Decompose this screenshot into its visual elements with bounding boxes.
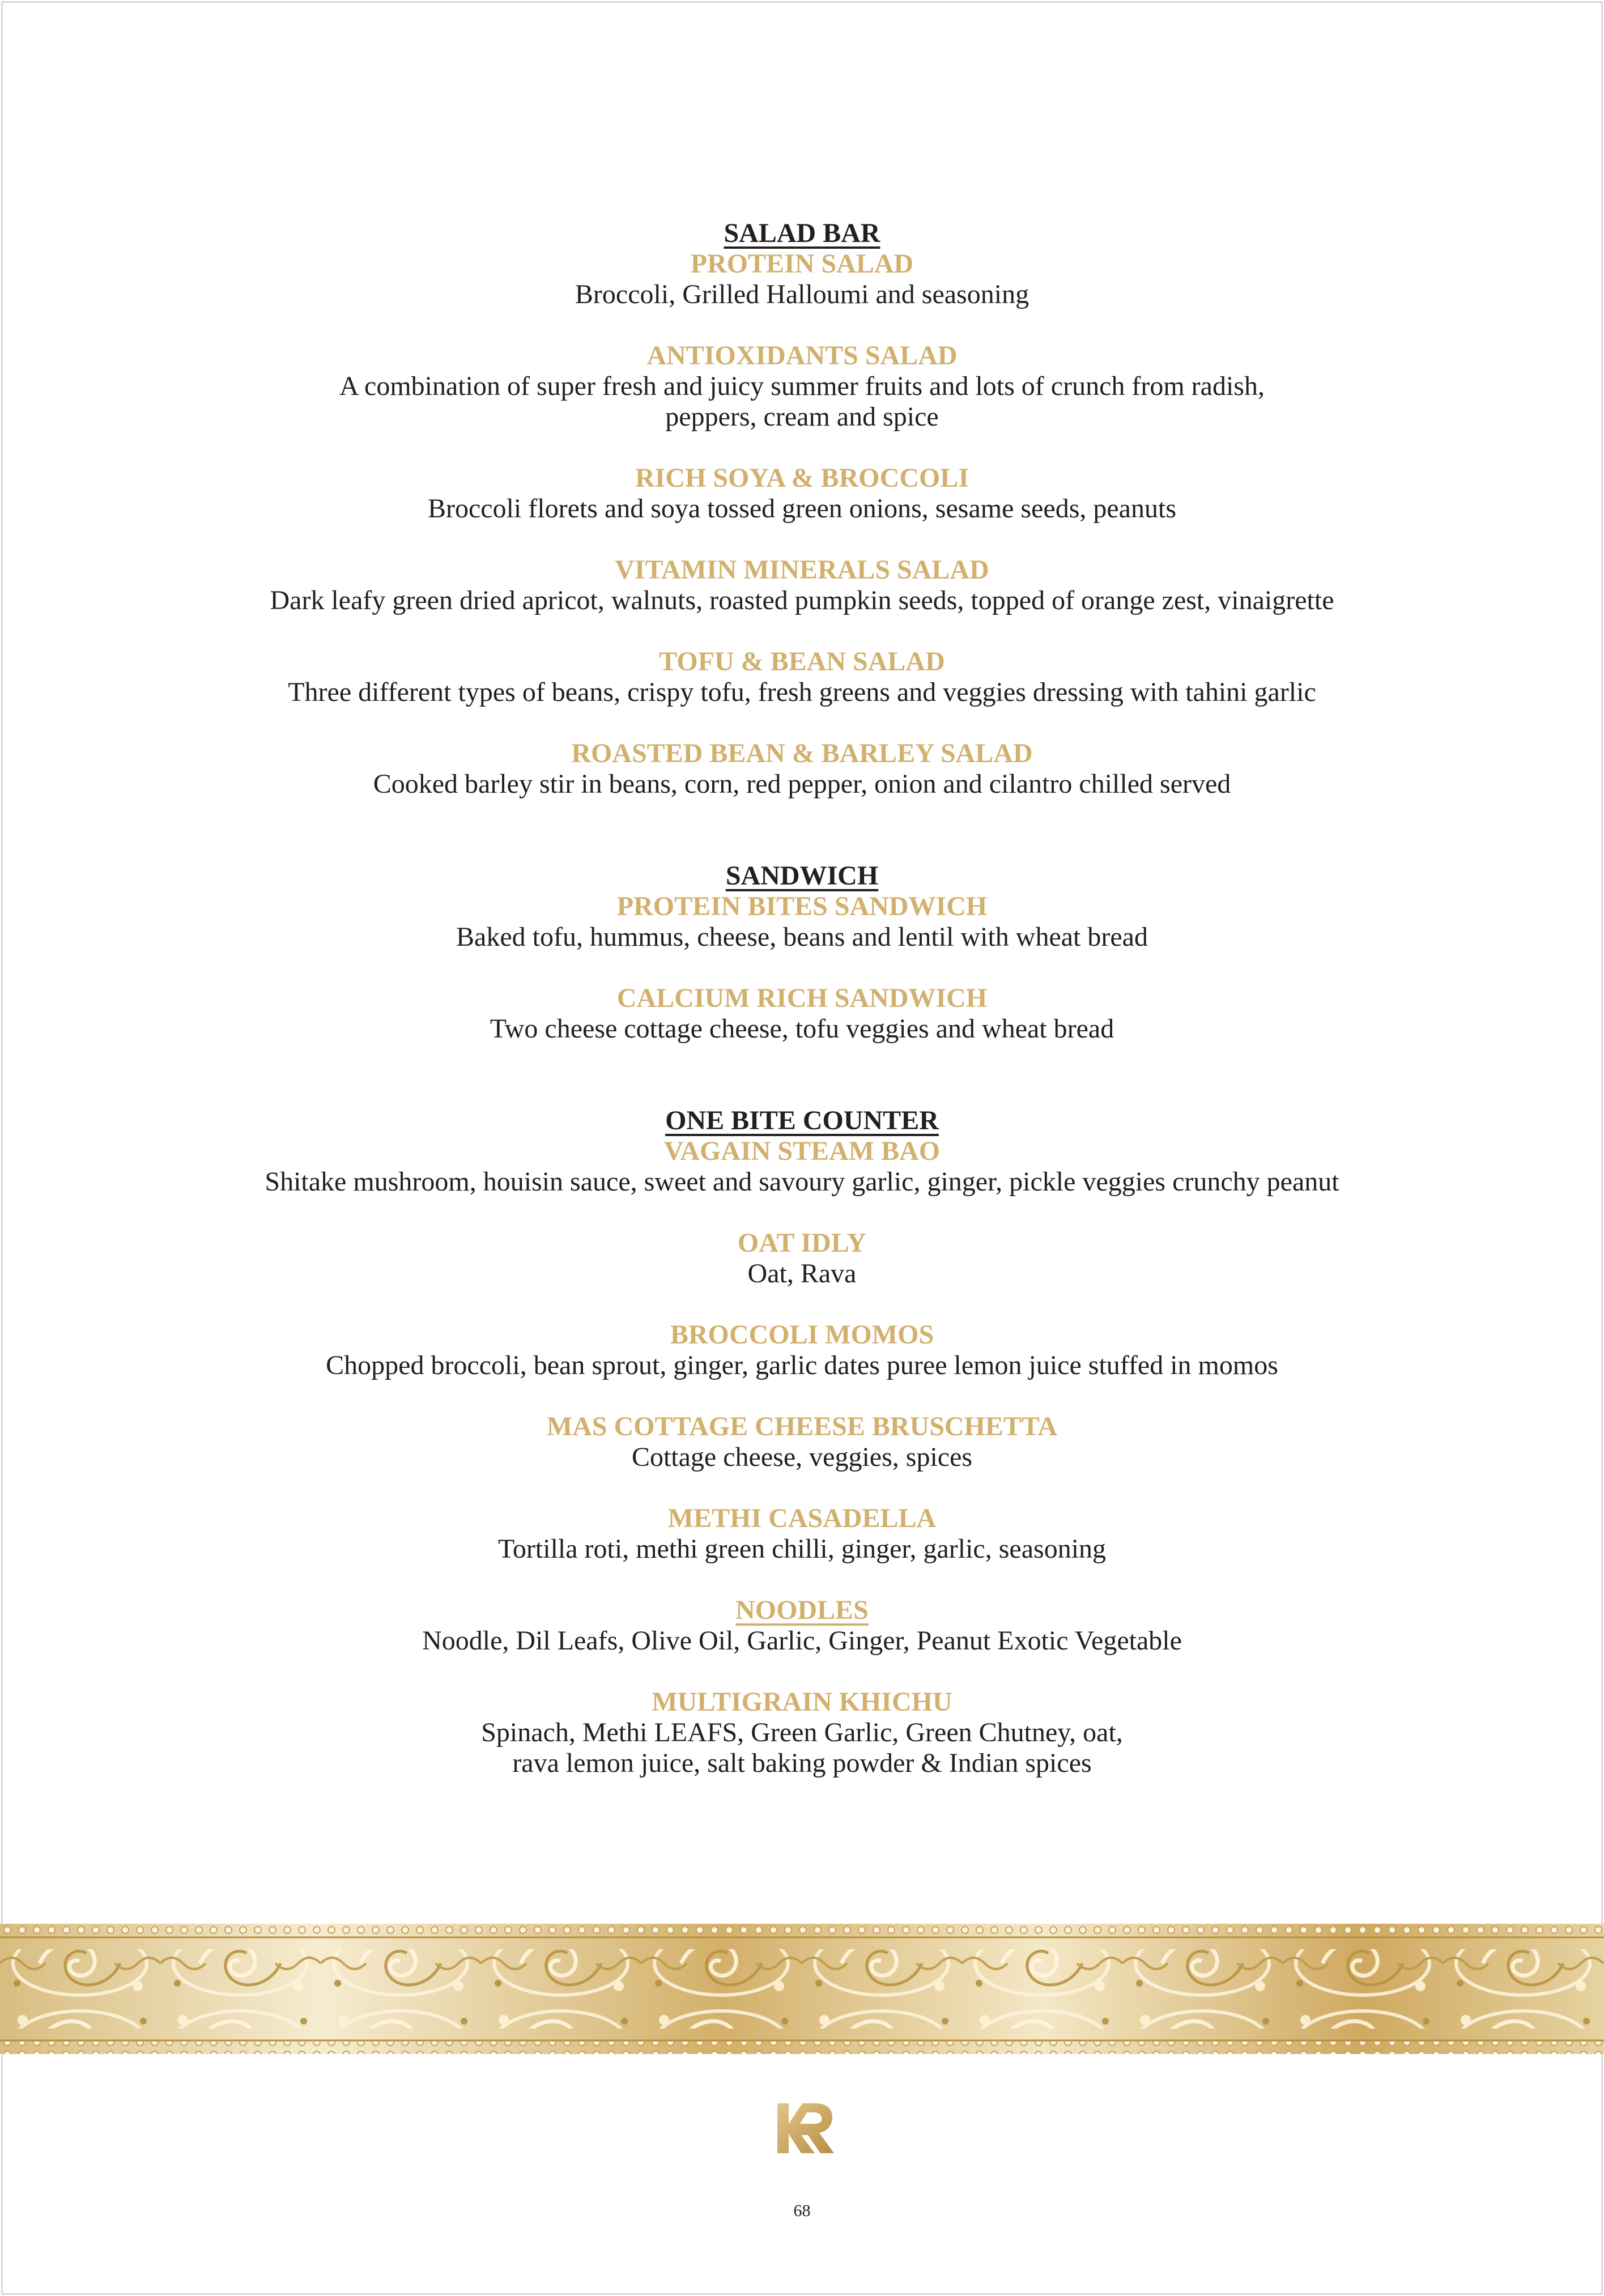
item-description: Cottage cheese, veggies, spices bbox=[631, 1442, 973, 1472]
menu-item bbox=[0, 891, 1604, 953]
item-name: BROCCOLI MOMOS bbox=[670, 1320, 934, 1350]
section-title: SALAD BAR bbox=[724, 218, 880, 248]
item-name: MULTIGRAIN KHICHU bbox=[652, 1687, 952, 1717]
item-description: Three different types of beans, crispy tofu, fresh greens and veggies dressing with tahini garlic bbox=[288, 677, 1316, 707]
item-description: Chopped broccoli, bean sprout, ginger, garlic dates puree lemon juice stuffed in momos bbox=[326, 1350, 1278, 1380]
menu-item bbox=[0, 1136, 1604, 1197]
item-name: TOFU & BEAN SALAD bbox=[659, 647, 945, 677]
item-name: NOODLES bbox=[735, 1595, 869, 1625]
menu-item bbox=[0, 1503, 1604, 1564]
item-description: Cooked barley stir in beans, corn, red pepper, onion and cilantro chilled served bbox=[373, 769, 1231, 799]
menu-item bbox=[0, 983, 1604, 1044]
page-number: 68 bbox=[793, 2201, 811, 2220]
decorative-border-band bbox=[0, 1924, 1604, 2054]
item-name: RICH SOYA & BROCCOLI bbox=[635, 463, 969, 493]
item-description: Dark leafy green dried apricot, walnuts, roasted pumpkin seeds, topped of orange zest, vinaigrette bbox=[270, 585, 1334, 615]
item-name: VITAMIN MINERALS SALAD bbox=[615, 555, 989, 585]
item-description: Broccoli florets and soya tossed green onions, sesame seeds, peanuts bbox=[427, 494, 1176, 524]
menu-item bbox=[0, 738, 1604, 800]
item-name: ROASTED BEAN & BARLEY SALAD bbox=[571, 738, 1033, 768]
section-one-bite-counter bbox=[0, 1106, 1604, 1779]
menu-item bbox=[0, 1595, 1604, 1656]
item-description: Oat, Rava bbox=[747, 1258, 857, 1289]
menu-item bbox=[0, 555, 1604, 616]
item-name: VAGAIN STEAM BAO bbox=[663, 1136, 941, 1166]
menu-item bbox=[0, 1687, 1604, 1779]
item-description: Noodle, Dil Leafs, Olive Oil, Garlic, Ginger, Peanut Exotic Vegetable bbox=[422, 1626, 1182, 1656]
item-name: PROTEIN BITES SANDWICH bbox=[616, 891, 988, 921]
item-description: Two cheese cottage cheese, tofu veggies and wheat bread bbox=[490, 1014, 1114, 1044]
menu-item bbox=[0, 463, 1604, 524]
item-name: OAT IDLY bbox=[737, 1228, 867, 1258]
menu bbox=[0, 218, 1604, 1840]
item-description: Spinach, Methi LEAFS, Green Garlic, Green Chutney, oat, rava lemon juice, salt baking powder & Indian spices bbox=[481, 1717, 1123, 1778]
item-description: Shitake mushroom, houisin sauce, sweet and savoury garlic, ginger, pickle veggies crunchy peanut bbox=[265, 1167, 1339, 1197]
section-sandwich bbox=[0, 861, 1604, 1044]
menu-item bbox=[0, 1411, 1604, 1473]
item-description: A combination of super fresh and juicy summer fruits and lots of crunch from radish, peppers, cream and spice bbox=[339, 371, 1265, 432]
section-title: ONE BITE COUNTER bbox=[665, 1106, 939, 1136]
item-name: PROTEIN SALAD bbox=[690, 249, 914, 279]
section-salad-bar bbox=[0, 218, 1604, 800]
menu-item bbox=[0, 647, 1604, 708]
item-description: Broccoli, Grilled Halloumi and seasoning bbox=[575, 279, 1029, 309]
menu-item bbox=[0, 341, 1604, 432]
item-name: CALCIUM RICH SANDWICH bbox=[616, 983, 988, 1013]
item-name: ANTIOXIDANTS SALAD bbox=[646, 341, 958, 371]
kr-logo-icon bbox=[775, 2101, 837, 2155]
menu-item bbox=[0, 249, 1604, 310]
item-description: Baked tofu, hummus, cheese, beans and lentil with wheat bread bbox=[456, 922, 1148, 952]
item-name: MAS COTTAGE CHEESE BRUSCHETTA bbox=[546, 1411, 1058, 1442]
menu-item bbox=[0, 1228, 1604, 1289]
item-description: Tortilla roti, methi green chilli, ginger, garlic, seasoning bbox=[497, 1534, 1107, 1564]
item-name: METHI CASADELLA bbox=[667, 1503, 937, 1533]
menu-item bbox=[0, 1320, 1604, 1381]
section-title: SANDWICH bbox=[725, 861, 879, 891]
